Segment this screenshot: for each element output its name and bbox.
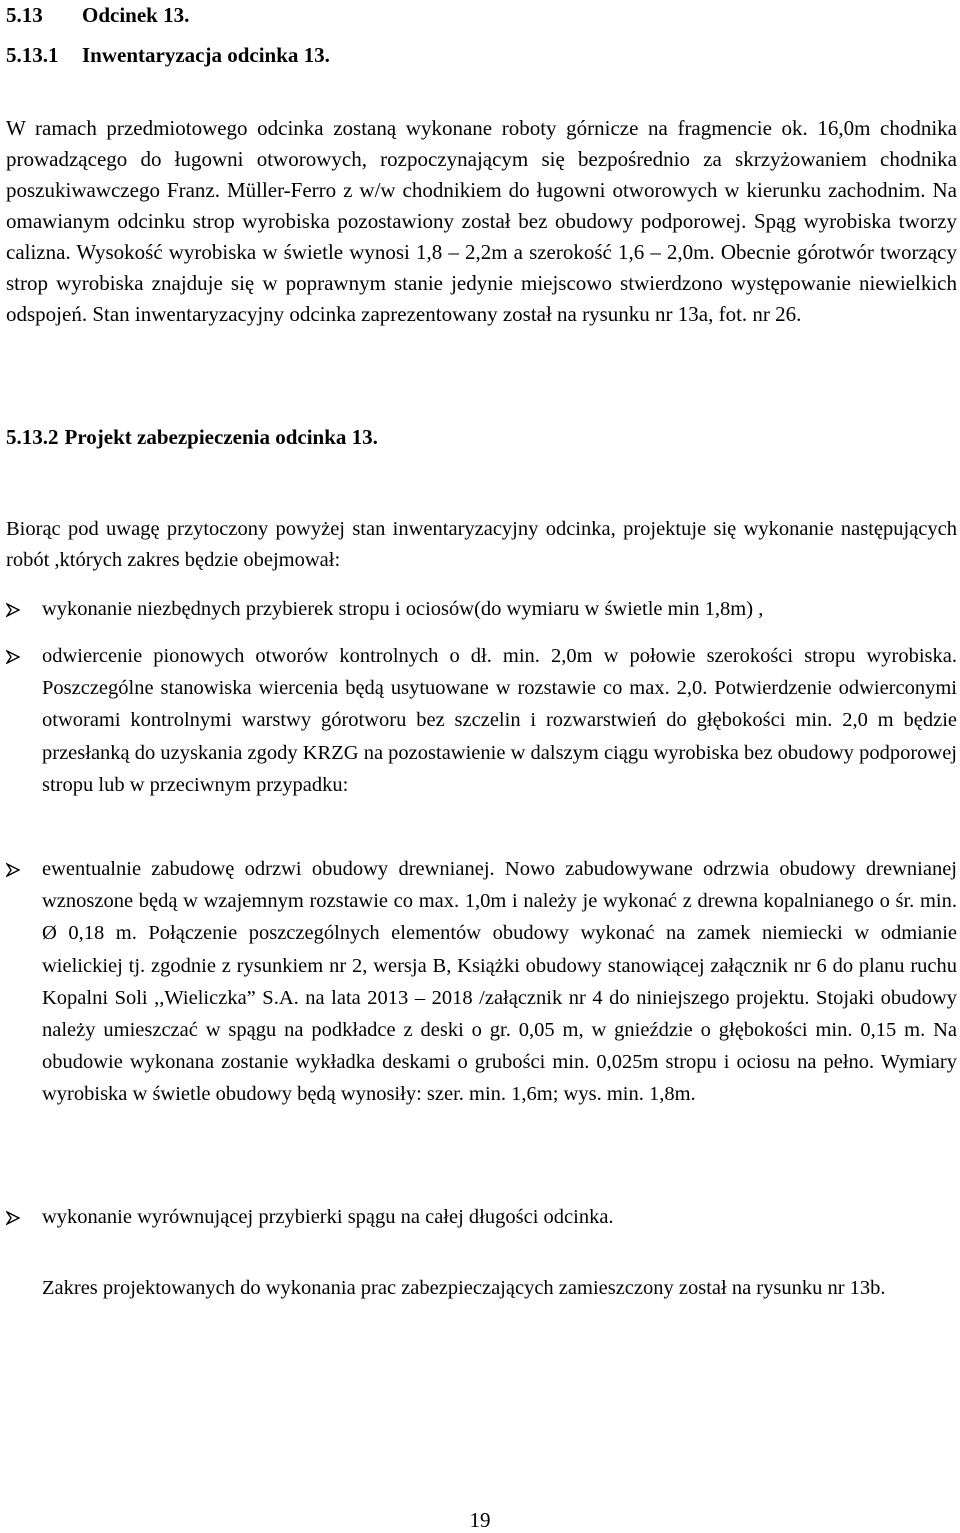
subsection-heading-inventory	[6, 43, 330, 67]
bullet-item	[42, 640, 957, 801]
arrowhead-bullet-icon	[6, 650, 20, 664]
bullet-text: odwiercenie pionowych otworów kontrolnych o dł. min. 2,0m w połowie szerokości stropu wyrobiska. Poszczególne stanowiska wiercenia będą usytuowane w rozstawie co max. 2,0. Potwierdzenie odwierconymi otworami kontrolnymi warstwy górotworu bez szczelin i rozwarstwień do głębokości min. 2,0 m będzie przesłanką do uzyskania zgody KRZG na pozostawienie w dalszym ciągu wyrobiska bez obudowy podporowej stropu lub w przeciwnym przypadku:	[42, 645, 957, 796]
inventory-paragraph: W ramach przedmiotowego odcinka zostaną wykonane roboty górnicze na fragmencie ok. 16,0m chodnika prowadzącego do ługowni otworowych, rozpoczynającym się bezpośrednio za skrzyżowaniem chodnika poszukiwawczego Franz. Müller-Ferro z w/w chodnikiem do ługowni otworowych w kierunku zachodnim. Na omawianym odcinku strop wyrobiska pozostawiony został bez obudowy podporowej. Spąg wyrobiska tworzy calizna. Wysokość wyrobiska w świetle wynosi 1,8 – 2,2m a szerokość 1,6 – 2,0m. Obecnie górotwór tworzący strop wyrobiska znajduje się w poprawnym stanie jedynie miejscowo stwierdzono występowanie niewielkich odspojeń. Stan inwentaryzacyjny odcinka zaprezentowany został na rysunku nr 13a, fot. nr 26.	[6, 116, 957, 326]
bullet-item	[42, 593, 957, 625]
bullet-item	[42, 1201, 957, 1233]
section-number: 5.13	[6, 3, 43, 27]
page-number: 19	[469, 1508, 491, 1532]
section-heading	[6, 3, 189, 27]
subsection-title: Inwentaryzacja odcinka 13.	[82, 43, 330, 67]
bullet-text: wykonanie niezbędnych przybierek stropu i ociosów(do wymiaru w świetle min 1,8m) ,	[42, 598, 764, 620]
arrowhead-bullet-icon	[6, 603, 20, 617]
arrowhead-bullet-icon	[6, 863, 20, 877]
closing-paragraph: Zakres projektowanych do wykonania prac zabezpieczających zamieszczony został na rysunku nr 13b.	[42, 1277, 886, 1299]
bullet-item	[42, 853, 957, 1111]
bullet-text: ewentualnie zabudowę odrzwi obudowy drewnianej. Nowo zabudowywane odrzwia obudowy drewnianej wznoszone będą w wzajemnym rozstawie co max. 1,0m i należy je wykonać z drewna kopalnianego o śr. min. Ø 0,18 m. Połączenie poszczególnych elementów obudowy wykonać na zamek niemiecki w odmianie wielickiej tj. zgodnie z rysunkiem nr 2, wersja B, Książki obudowy stanowiącej załącznik nr 6 do planu ruchu Kopalni Soli ,,Wieliczka” S.A. na lata 2013 – 2018 /załącznik nr 4 do niniejszego projektu. Stojaki obudowy należy umieszczać w spągu na podkładce z deski o gr. 0,05 m, w gnieździe o głębokości min. 0,15 m. Na obudowie wykonana zostanie wykładka deskami o grubości min. 0,025m stropu i ociosu na pełno. Wymiary wyrobiska w świetle obudowy będą wynosiły: szer. min. 1,6m; wys. min. 1,8m.	[42, 858, 957, 1106]
arrowhead-bullet-icon	[6, 1211, 20, 1225]
intro-paragraph: Biorąc pod uwagę przytoczony powyżej stan inwentaryzacyjny odcinka, projektuje się wykonanie następujących robót ,których zakres będzie obejmował:	[6, 518, 957, 571]
section-title: Odcinek 13.	[82, 3, 190, 27]
subsection-title: Projekt zabezpieczenia odcinka 13.	[64, 425, 378, 449]
subsection-heading-project	[6, 425, 378, 449]
bullet-text: wykonanie wyrównującej przybierki spągu na całej długości odcinka.	[42, 1206, 614, 1228]
subsection-number: 5.13.1	[6, 43, 59, 67]
subsection-number: 5.13.2	[6, 425, 59, 449]
